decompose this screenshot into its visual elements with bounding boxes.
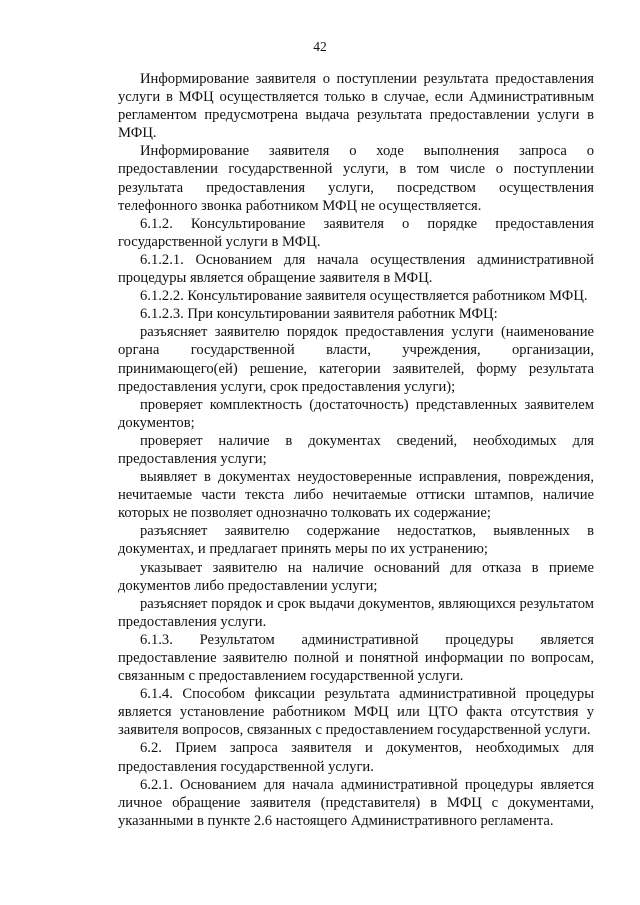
list-item: разъясняет заявителю содержание недостатков, выявленных в документах, и предлагает принять меры по их устранению; (118, 523, 594, 558)
paragraph: 6.1.2.3. При консультировании заявителя работник МФЦ: (140, 306, 498, 323)
paragraph: 6.1.3. Результатом административной процедуры является предоставление заявителю полной и понятной информации по вопросам, связанным с предоставлением государственной услуги. (118, 631, 594, 685)
paragraph: 6.2.1. Основанием для начала административной процедуры является личное обращение заявителя (представителя) в МФЦ с документами, указанными в пункте 2.6 настоящего Административного регламента. (118, 776, 594, 829)
list-item: проверяет наличие в документах сведений, необходимых для предоставления услуги; (118, 432, 594, 467)
paragraph: 6.1.2.2. Консультирование заявителя осуществляется работником МФЦ. (140, 288, 588, 305)
paragraph: 6.1.2.1. Основанием для начала осуществления административной процедуры является обращение заявителя в МФЦ. (118, 251, 594, 287)
list-item: разъясняет порядок и срок выдачи документов, являющихся результатом предоставления услуги. (118, 595, 594, 630)
paragraph: Информирование заявителя о поступлении результата предоставления услуги в МФЦ осуществляется только в случае, если Административным регламентом предусмотрена выдача результата предоставлении услуги в МФЦ. (118, 71, 594, 142)
list-item: разъясняет заявителю порядок предоставления услуги (наименование органа государственной власти, учреждения, организации, принимающего(ей) решение, категории заявителей, форму результата предоставления услуги, срок предоставления услуги); (118, 324, 594, 395)
list-item: выявляет в документах неудостоверенные исправления, повреждения, нечитаемые части текста либо нечитаемые оттиски штампов, наличие которых не позволяет однозначно толковать их содержание; (118, 469, 594, 522)
section-heading-6-2: 6.2. Прием запроса заявителя и документов, необходимых для предоставления государственной услуги. (118, 740, 594, 775)
page-number: 42 (313, 39, 327, 54)
paragraph: 6.1.4. Способом фиксации результата административной процедуры является установление работником МФЦ или ЦТО факта отсутствия у заявителя вопросов, связанных с предоставлением государственной услуги. (118, 686, 594, 739)
list-item: указывает заявителю на наличие оснований для отказа в приеме документов либо предоставлении услуги; (118, 559, 594, 594)
paragraph: Информирование заявителя о ходе выполнения запроса о предоставлении государственной услуги, в том числе о поступлении результата предоставления услуги, посредством осуществления телефонного звонка работником МФЦ не осуществляется. (118, 143, 594, 214)
list-item: проверяет комплектность (достаточность) представленных заявителем документов; (118, 396, 594, 431)
page-body (118, 70, 594, 830)
section-heading-6-1-2: 6.1.2. Консультирование заявителя о порядке предоставления государственной услуги в МФЦ. (118, 215, 594, 250)
